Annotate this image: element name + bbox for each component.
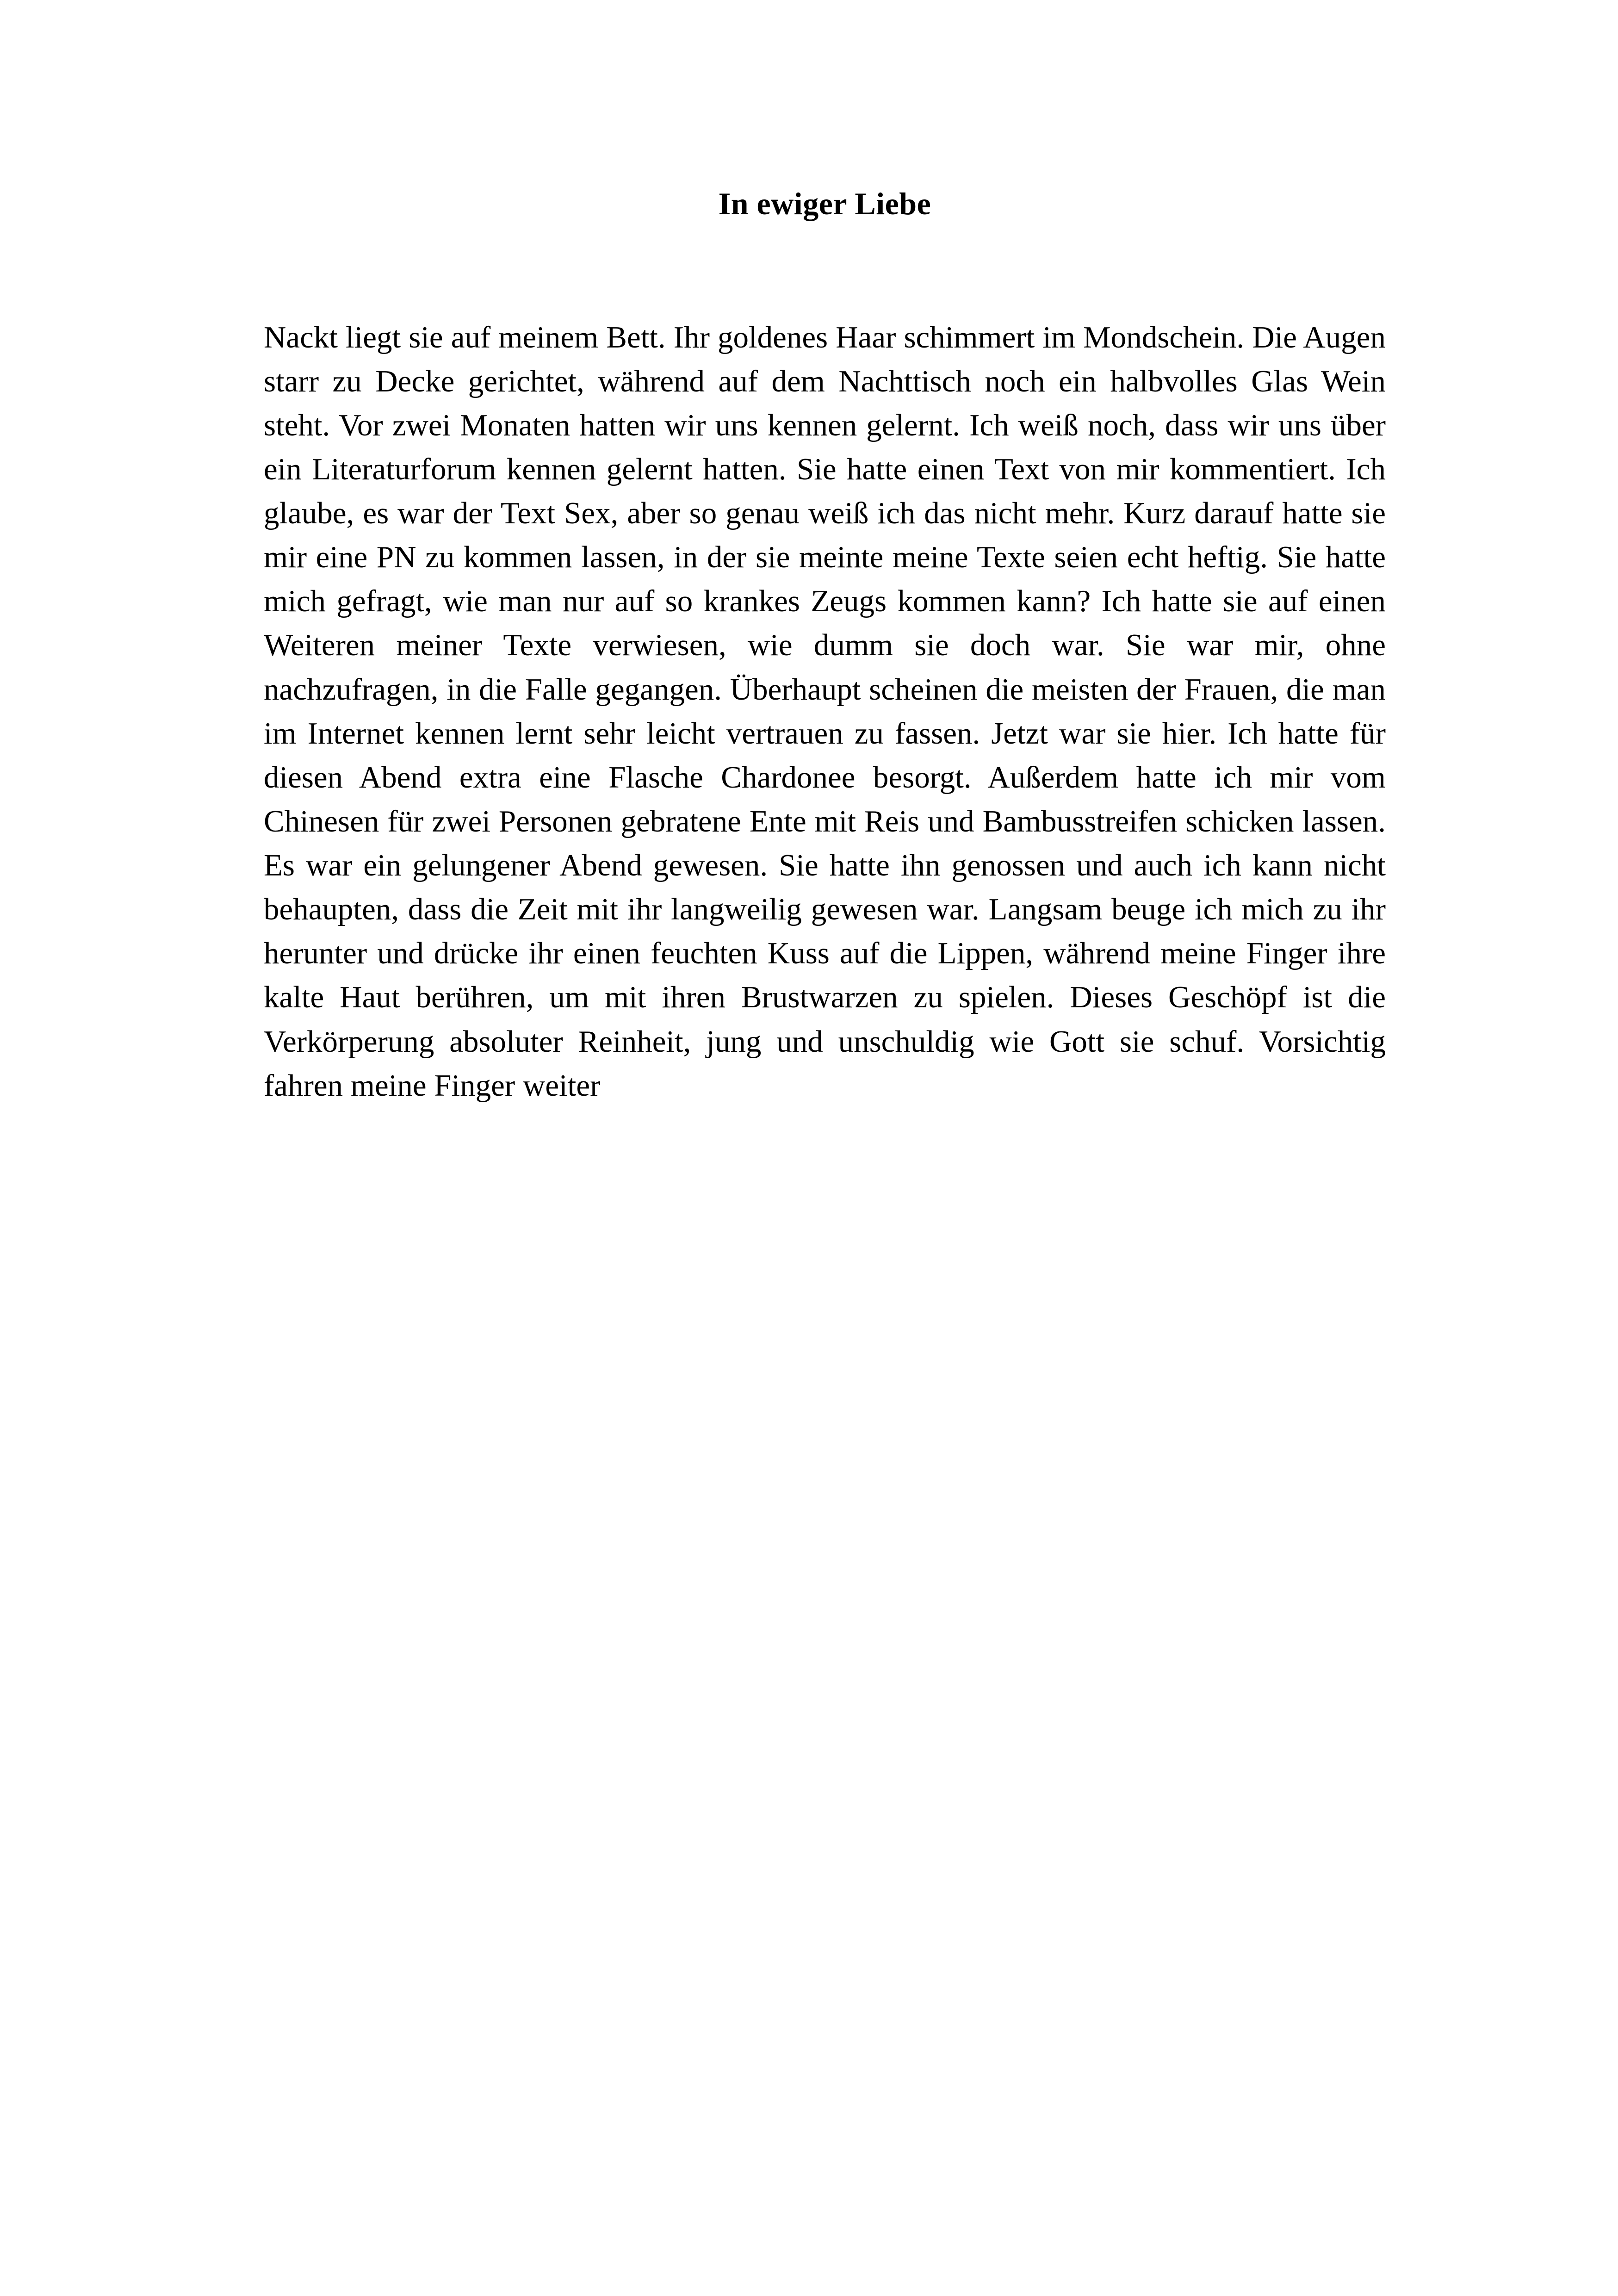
body-paragraph: Nackt liegt sie auf meinem Bett. Ihr goldenes Haar schimmert im Mondschein. Die Augen starr zu Decke gerichtet, während auf dem Nachttisch noch ein halbvolles Glas Wein steht. Vor zwei Monaten hatten wir uns kennen gelernt. Ich weiß noch, dass wir uns über ein Literaturforum kennen gelernt hatten. Sie hatte einen Text von mir kommentiert. Ich glaube, es war der Text Sex, aber so genau weiß ich das nicht mehr. Kurz darauf hatte sie mir eine PN zu kommen lassen, in der sie meinte meine Texte seien echt heftig. Sie hatte mich gefragt, wie man nur auf so krankes Zeugs kommen kann? Ich hatte sie auf einen Weiteren meiner Texte verwiesen, wie dumm sie doch war. Sie war mir, ohne nachzufragen, in die Falle gegangen. Überhaupt scheinen die meisten der Frauen, die man im Internet kennen lernt sehr leicht vertrauen zu fassen. Jetzt war sie hier. Ich hatte für diesen Abend extra eine Flasche Chardonee besorgt. Außerdem hatte ich mir vom Chinesen für zwei Personen gebratene Ente mit Reis und Bambusstreifen schicken lassen. Es war ein gelungener Abend gewesen. Sie hatte ihn genossen und auch ich kann nicht behaupten, dass die Zeit mit ihr langweilig gewesen war. Langsam beuge ich mich zu ihr herunter und drücke ihr einen feuchten Kuss auf die Lippen, während meine Finger ihre kalte Haut berühren, um mit ihren Brustwarzen zu spielen. Dieses Geschöpf ist die Verkörperung absoluter Reinheit, jung und unschuldig wie Gott sie schuf. Vorsichtig fahren meine Finger weiter [264, 320, 1386, 1103]
page-content [264, 185, 1386, 1108]
page-title: In ewiger Liebe [718, 186, 931, 221]
